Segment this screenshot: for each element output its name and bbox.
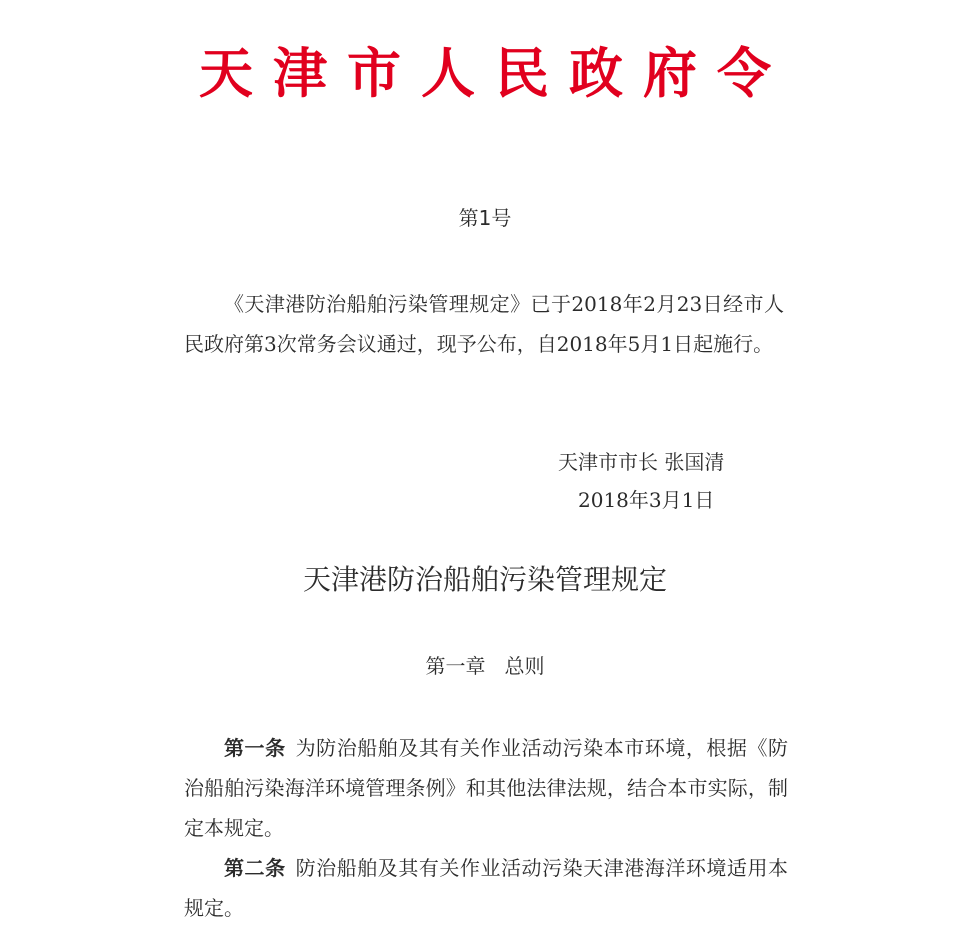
article-paragraph	[184, 848, 788, 928]
article-label: 第一条	[224, 736, 286, 760]
promulgation-paragraph: 《天津港防治船舶污染管理规定》已于2018年2月23日经市人民政府第3次常务会议通过，现予公布，自2018年5月1日起施行。	[184, 292, 784, 356]
article-label: 第二条	[224, 856, 286, 880]
article-paragraph	[184, 728, 788, 848]
article-text: 防治船舶及其有关作业活动污染天津港海洋环境适用本规定。	[184, 856, 789, 920]
order-number: 第1号	[458, 206, 512, 230]
regulation-title: 天津港防治船舶污染管理规定	[302, 563, 667, 596]
signer-name: 天津市市长 张国清	[558, 450, 725, 474]
article-text: 为防治船舶及其有关作业活动污染本市环境，根据《防治船舶污染海洋环境管理条例》和其他法律法规，结合本市实际，制定本规定。	[184, 736, 789, 840]
signature-date: 2018年3月1日	[578, 488, 715, 512]
document-header-title: 天津市人民政府令	[199, 41, 791, 105]
chapter-title: 第一章 总则	[425, 654, 545, 678]
